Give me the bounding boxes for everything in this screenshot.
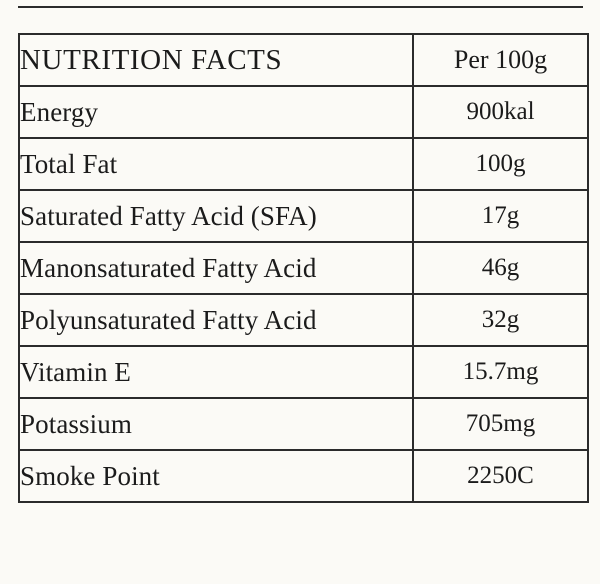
table-row	[19, 242, 588, 294]
table-row	[19, 294, 588, 346]
table-row	[19, 138, 588, 190]
table-header-row	[19, 34, 588, 86]
row-value-total-fat: 100g	[413, 138, 588, 190]
table-row	[19, 450, 588, 502]
row-label-smoke-point: Smoke Point	[19, 450, 413, 502]
row-value-smoke-point: 2250C	[413, 450, 588, 502]
row-value-monounsaturated-fatty-acid: 46g	[413, 242, 588, 294]
table-header-title: NUTRITION FACTS	[19, 34, 413, 86]
table-row	[19, 86, 588, 138]
row-label-monounsaturated-fatty-acid: Manonsaturated Fatty Acid	[19, 242, 413, 294]
row-value-potassium: 705mg	[413, 398, 588, 450]
table-row	[19, 346, 588, 398]
row-label-vitamin-e: Vitamin E	[19, 346, 413, 398]
table-header-serving: Per 100g	[413, 34, 588, 86]
row-value-energy: 900kal	[413, 86, 588, 138]
nutrition-table-container	[18, 33, 583, 503]
row-value-saturated-fatty-acid: 17g	[413, 190, 588, 242]
row-label-energy: Energy	[19, 86, 413, 138]
top-divider-rule	[18, 6, 583, 8]
row-label-potassium: Potassium	[19, 398, 413, 450]
row-label-total-fat: Total Fat	[19, 138, 413, 190]
nutrition-facts-table	[18, 33, 589, 503]
table-row	[19, 190, 588, 242]
row-label-saturated-fatty-acid: Saturated Fatty Acid (SFA)	[19, 190, 413, 242]
table-row	[19, 398, 588, 450]
row-label-polyunsaturated-fatty-acid: Polyunsaturated Fatty Acid	[19, 294, 413, 346]
row-value-polyunsaturated-fatty-acid: 32g	[413, 294, 588, 346]
row-value-vitamin-e: 15.7mg	[413, 346, 588, 398]
